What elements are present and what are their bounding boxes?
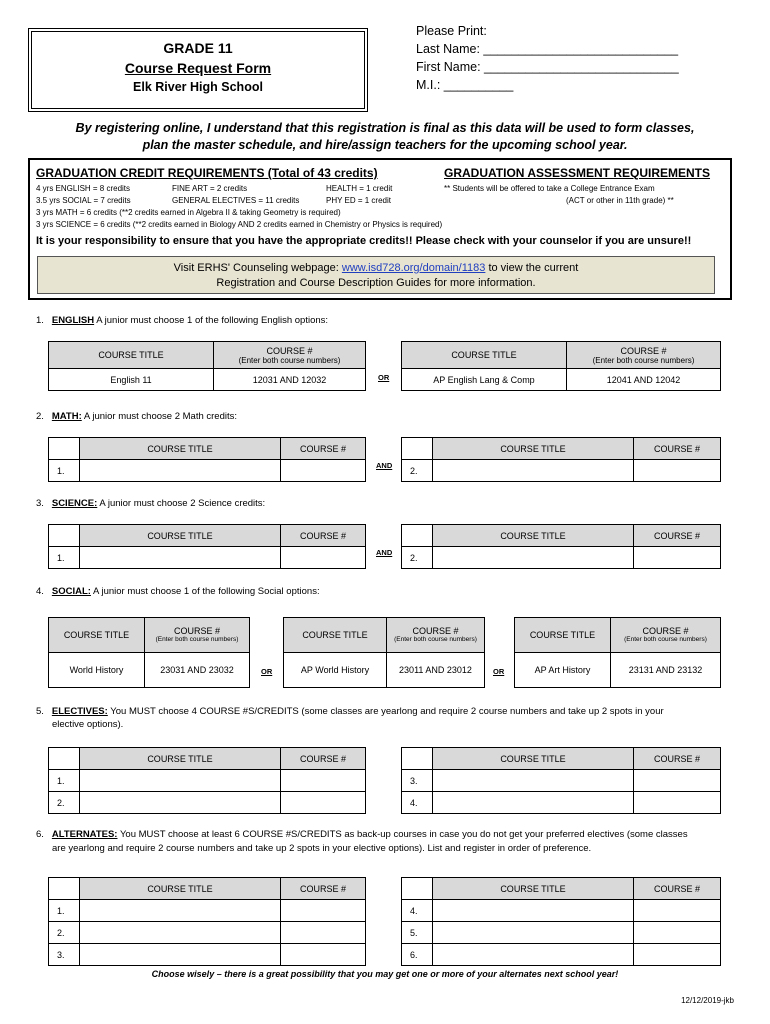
course-num-input[interactable]	[281, 944, 366, 966]
col-course-num: COURSE #	[281, 748, 366, 770]
course-title-input[interactable]	[433, 944, 634, 966]
req-fine-art: FINE ART = 2 credits	[172, 184, 248, 193]
electives-table-1	[48, 747, 366, 814]
num-cell	[49, 748, 80, 770]
col-course-num: COURSE #	[634, 748, 721, 770]
section-electives-line-2: elective options).	[52, 719, 124, 730]
alternates-table-1	[48, 877, 366, 966]
english-option-numbers[interactable]: 12041 AND 12042	[567, 369, 721, 391]
section-electives	[36, 706, 664, 717]
course-title-input[interactable]	[80, 922, 281, 944]
col-course-title: COURSE TITLE	[515, 618, 611, 653]
social-option-title[interactable]: AP Art History	[515, 653, 611, 688]
col-course-title: COURSE TITLE	[80, 525, 281, 547]
course-title-input[interactable]	[80, 944, 281, 966]
grade-title: GRADE 11	[163, 40, 233, 56]
course-title-input[interactable]	[433, 547, 634, 569]
enter-both-label: (Enter both course numbers)	[155, 636, 239, 643]
col-course-title: COURSE TITLE	[80, 878, 281, 900]
course-title-input[interactable]	[433, 922, 634, 944]
course-title-input[interactable]	[433, 900, 634, 922]
section-text: A junior must choose 2 Science credits:	[97, 498, 266, 509]
alternates-table-2	[401, 877, 721, 966]
intro-line-1: By registering online, I understand that this registration is final as this data will be used to form classes,	[75, 121, 695, 135]
col-course-title: COURSE TITLE	[433, 438, 634, 460]
course-num-input[interactable]	[634, 922, 721, 944]
english-option-numbers[interactable]: 12031 AND 12032	[214, 369, 366, 391]
section-text: You MUST choose at least 6 COURSE #S/CREDITS as back-up courses in case you do not get your preferred electives (some classes	[117, 829, 688, 840]
visit-text-2: to view the current	[485, 262, 579, 274]
row-number: 1.	[49, 547, 80, 569]
row-number: 1.	[49, 460, 80, 482]
col-course-num: COURSE #	[634, 878, 721, 900]
row-number: 1.	[49, 900, 80, 922]
req-assessment-1: ** Students will be offered to take a College Entrance Exam	[444, 184, 655, 193]
section-label: SCIENCE:	[51, 498, 98, 509]
course-num-label: COURSE #	[173, 626, 220, 636]
col-course-num	[611, 618, 721, 653]
req-health: HEALTH = 1 credit	[326, 184, 393, 193]
course-title-input[interactable]	[433, 460, 634, 482]
section-label: ALTERNATES:	[51, 829, 118, 840]
course-num-input[interactable]	[281, 792, 366, 814]
section-number: 4.	[36, 586, 44, 597]
and-label: AND	[376, 461, 393, 470]
section-alternates-line-2: are yearlong and require 2 course numbers and take up 2 spots in your elective options). List and register in order of preference.	[52, 843, 592, 854]
assessment-heading: GRADUATION ASSESSMENT REQUIREMENTS	[444, 166, 711, 180]
col-course-num	[567, 342, 721, 369]
or-label: OR	[261, 667, 273, 676]
social-option-numbers[interactable]: 23031 AND 23032	[145, 653, 250, 688]
section-number: 5.	[36, 706, 44, 717]
section-text: A junior must choose 2 Math credits:	[81, 411, 238, 422]
course-title-input[interactable]	[80, 792, 281, 814]
science-table-1	[48, 524, 366, 569]
row-number: 2.	[49, 922, 80, 944]
col-course-title: COURSE TITLE	[402, 342, 567, 369]
social-table-1	[48, 617, 250, 688]
section-number: 6.	[36, 829, 44, 840]
social-option-title[interactable]: World History	[49, 653, 145, 688]
row-number: 1.	[49, 770, 80, 792]
english-table-2	[401, 341, 721, 391]
col-course-num: COURSE #	[281, 878, 366, 900]
col-course-title: COURSE TITLE	[284, 618, 387, 653]
row-number: 3.	[402, 770, 433, 792]
col-course-num: COURSE #	[281, 438, 366, 460]
course-title-input[interactable]	[80, 770, 281, 792]
course-num-label: COURSE #	[642, 626, 689, 636]
enter-both-label: (Enter both course numbers)	[394, 636, 477, 643]
intro-line-2: plan the master schedule, and hire/assign teachers for the upcoming school year.	[142, 138, 628, 152]
english-option-title[interactable]: English 11	[49, 369, 214, 391]
section-text: A junior must choose 1 of the following English options:	[94, 315, 329, 326]
section-label: ELECTIVES:	[51, 706, 108, 717]
course-num-input[interactable]	[634, 900, 721, 922]
course-num-input[interactable]	[281, 900, 366, 922]
section-science	[36, 498, 265, 509]
course-num-input[interactable]	[634, 770, 721, 792]
section-number: 3.	[36, 498, 44, 509]
num-cell	[402, 748, 433, 770]
section-text: You MUST choose 4 COURSE #S/CREDITS (some classes are yearlong and require 2 course numbers and take up 2 spots in your	[107, 706, 664, 717]
please-print: Please Print:	[416, 24, 487, 38]
form-title: Course Request Form	[124, 60, 272, 76]
section-math	[36, 411, 237, 422]
course-num-input[interactable]	[281, 547, 366, 569]
col-course-title: COURSE TITLE	[433, 525, 634, 547]
course-num-input[interactable]	[281, 460, 366, 482]
enter-both-label: (Enter both course numbers)	[624, 636, 707, 643]
visit-line-2: Registration and Course Description Guides for more information.	[216, 277, 536, 289]
course-num-input[interactable]	[281, 922, 366, 944]
section-number: 2.	[36, 411, 44, 422]
row-number: 5.	[402, 922, 433, 944]
section-social	[36, 586, 320, 597]
req-general-electives: GENERAL ELECTIVES = 11 credits	[172, 196, 300, 205]
col-course-title: COURSE TITLE	[433, 878, 634, 900]
social-option-title[interactable]: AP World History	[284, 653, 387, 688]
math-table-1	[48, 437, 366, 482]
section-label: SOCIAL:	[51, 586, 91, 597]
visit-text: Visit ERHS' Counseling webpage:	[173, 262, 342, 274]
credit-heading: GRADUATION CREDIT REQUIREMENTS (Total of 43 credits)	[36, 166, 378, 180]
course-num-input[interactable]	[634, 792, 721, 814]
social-table-3	[514, 617, 721, 688]
section-number: 1.	[36, 315, 44, 326]
row-number: 2.	[49, 792, 80, 814]
col-course-title: COURSE TITLE	[49, 342, 214, 369]
col-course-num	[145, 618, 250, 653]
math-table-2	[401, 437, 721, 482]
num-cell	[402, 878, 433, 900]
col-course-num	[387, 618, 485, 653]
course-num-input[interactable]	[281, 770, 366, 792]
last-name-field[interactable]: Last Name: ____________________________	[416, 42, 679, 56]
revision-date: 12/12/2019-jkb	[681, 996, 734, 1005]
req-phy-ed: PHY ED = 1 credit	[326, 196, 391, 205]
row-number: 3.	[49, 944, 80, 966]
electives-table-2	[401, 747, 721, 814]
section-label: ENGLISH	[51, 315, 95, 326]
science-table-2	[401, 524, 721, 569]
req-english: 4 yrs ENGLISH = 8 credits	[36, 184, 131, 193]
course-num-label: COURSE #	[266, 345, 313, 356]
num-cell	[49, 878, 80, 900]
req-assessment-2: (ACT or other in 11th grade) **	[566, 196, 674, 205]
english-option-title[interactable]: AP English Lang & Comp	[402, 369, 567, 391]
choose-wisely-note: Choose wisely – there is a great possibility that you may get one or more of your alternates next school year!	[151, 969, 619, 979]
req-math: 3 yrs MATH = 6 credits (**2 credits earned in Algebra II & taking Geometry is required)	[36, 208, 341, 217]
mi-field[interactable]: M.I.: __________	[416, 78, 514, 92]
counseling-link[interactable]: www.isd728.org/domain/1183	[341, 262, 486, 274]
course-title-input[interactable]	[80, 900, 281, 922]
course-num-label: COURSE #	[412, 626, 459, 636]
course-title-input[interactable]	[80, 460, 281, 482]
col-course-title: COURSE TITLE	[80, 748, 281, 770]
course-title-input[interactable]	[433, 770, 634, 792]
col-course-title: COURSE TITLE	[49, 618, 145, 653]
section-english	[36, 315, 328, 326]
or-label: OR	[378, 373, 390, 382]
row-number: 4.	[402, 792, 433, 814]
and-label: AND	[376, 548, 393, 557]
row-number: 2.	[402, 460, 433, 482]
english-table-1	[48, 341, 366, 391]
course-num-input[interactable]	[634, 944, 721, 966]
row-number: 4.	[402, 900, 433, 922]
school-name: Elk River High School	[133, 80, 263, 94]
num-cell	[402, 525, 433, 547]
course-num-label: COURSE #	[620, 345, 667, 356]
enter-both-label: (Enter both course numbers)	[592, 355, 695, 365]
col-course-num	[214, 342, 366, 369]
num-cell	[402, 438, 433, 460]
section-text: A junior must choose 1 of the following Social options:	[90, 586, 320, 597]
num-cell	[49, 525, 80, 547]
col-course-num: COURSE #	[634, 525, 721, 547]
num-cell	[49, 438, 80, 460]
req-science: 3 yrs SCIENCE = 6 credits (**2 credits earned in Biology AND 2 credits earned in Chemistry or Physics is required)	[36, 220, 443, 229]
col-course-title: COURSE TITLE	[80, 438, 281, 460]
col-course-title: COURSE TITLE	[433, 748, 634, 770]
social-table-2	[283, 617, 485, 688]
course-title-input[interactable]	[80, 547, 281, 569]
col-course-num: COURSE #	[281, 525, 366, 547]
social-option-numbers[interactable]: 23131 AND 23132	[611, 653, 721, 688]
row-number: 6.	[402, 944, 433, 966]
section-alternates	[36, 829, 688, 840]
responsibility-warning: It is your responsibility to ensure that you have the appropriate credits!! Please check with your counselor if you are unsure!!	[36, 235, 692, 247]
social-option-numbers[interactable]: 23011 AND 23012	[387, 653, 485, 688]
title-box	[28, 28, 368, 112]
enter-both-label: (Enter both course numbers)	[238, 355, 341, 365]
course-title-input[interactable]	[433, 792, 634, 814]
counseling-note	[37, 256, 715, 294]
row-number: 2.	[402, 547, 433, 569]
course-num-input[interactable]	[634, 460, 721, 482]
section-label: MATH:	[51, 411, 82, 422]
first-name-field[interactable]: First Name: ____________________________	[416, 60, 679, 74]
col-course-num: COURSE #	[634, 438, 721, 460]
or-label: OR	[493, 667, 505, 676]
course-num-input[interactable]	[634, 547, 721, 569]
req-social: 3.5 yrs SOCIAL = 7 credits	[36, 196, 131, 205]
